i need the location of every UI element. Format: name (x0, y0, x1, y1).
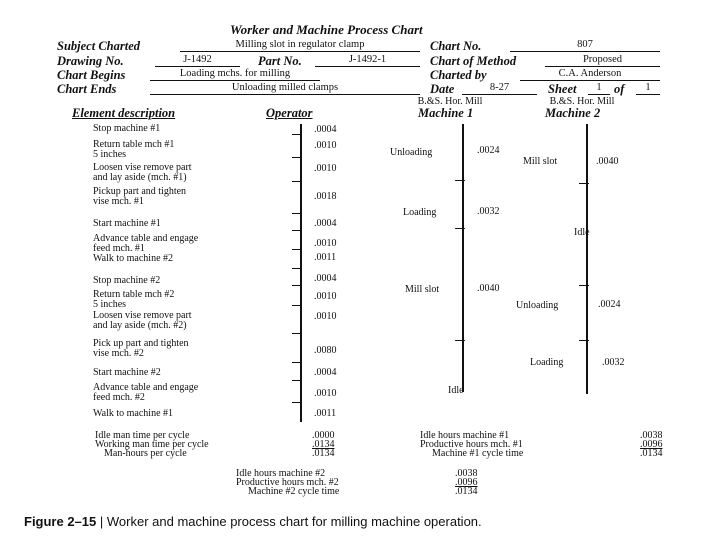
element-time: .0010 (314, 140, 337, 151)
machine1-tick (455, 180, 465, 181)
element-desc: Loosen vise remove part and lay aside (mch. #2) (93, 310, 192, 331)
machine2-activity-label: Loading (530, 357, 564, 368)
element-time: .0010 (314, 291, 337, 302)
figure-caption-text: | Worker and machine process chart for milling machine operation. (99, 514, 482, 529)
element-time: .0010 (314, 311, 337, 322)
summary-operator-label: Man-hours per cycle (104, 448, 187, 459)
element-time: .0011 (314, 252, 337, 263)
summary-m2-label: Idle hours machine #2 (236, 468, 326, 479)
element-desc: Return table mch #2 5 inches (93, 289, 175, 310)
element-time: .0004 (314, 367, 337, 378)
operator-tick (292, 249, 302, 250)
summary-m1-label: Idle hours machine #1 (420, 430, 510, 441)
element-time: .0080 (314, 345, 337, 356)
element-time: .0004 (314, 124, 337, 135)
chart-no-label: Chart No. (430, 39, 482, 53)
charted-by-value: C.A. Anderson (520, 68, 660, 81)
machine1-activity-label: Mill slot (405, 284, 440, 295)
summary-m1-label: Productive hours mch. #1 (420, 439, 523, 450)
of-label: of (614, 82, 625, 96)
operator-tick (292, 402, 302, 403)
element-time: .0018 (314, 191, 337, 202)
element-desc: Advance table and engage feed mch. #2 (93, 382, 199, 403)
operator-tick (292, 362, 302, 363)
machine2-tick (579, 183, 589, 184)
machine1-header: Machine 1 (418, 106, 474, 120)
ends-label: Chart Ends (57, 82, 117, 96)
sheet-label: Sheet (548, 82, 577, 96)
summary-operator-value: .0134 (312, 448, 335, 459)
machine1-activity-label: Unloading (390, 147, 433, 158)
machine1-subheader: B.&S. Hor. Mill (417, 96, 483, 107)
summary-operator-label: Working man time per cycle (95, 439, 209, 450)
element-desc: Loosen vise remove part and lay aside (mch. #1) (93, 162, 192, 183)
summary-m1-label: Machine #1 cycle time (432, 448, 524, 459)
element-desc: Start machine #2 (93, 367, 161, 378)
element-desc: Pickup part and tighten vise mch. #1 (93, 186, 187, 207)
chart-no-value: 807 (510, 39, 660, 52)
summary-m2-label: Machine #2 cycle time (248, 486, 340, 497)
summary-operator-label: Idle man time per cycle (95, 430, 190, 441)
operator-tick (292, 181, 302, 182)
ends-value: Unloading milled clamps (150, 82, 420, 95)
element-time: .0010 (314, 163, 337, 174)
part-label: Part No. (258, 54, 302, 68)
machine2-tick (579, 340, 589, 341)
date-value: 8-27 (462, 82, 537, 95)
summary-operator-value: .0000 (312, 430, 335, 441)
summary-m2-value: .0038 (455, 468, 478, 479)
machine1-activity-time: .0032 (477, 206, 500, 217)
machine2-header: Machine 2 (545, 106, 601, 120)
element-desc: Stop machine #2 (93, 275, 161, 286)
element-desc: Advance table and engage feed mch. #1 (93, 233, 199, 254)
element-time: .0004 (314, 273, 337, 284)
machine1-activity-time: .0040 (477, 283, 500, 294)
operator-tick (292, 157, 302, 158)
summary-operator-value: .0134 (312, 439, 335, 450)
machine2-time-line (586, 124, 588, 394)
operator-time-line (300, 124, 302, 422)
element-desc: Start machine #1 (93, 218, 161, 229)
machine1-tick (455, 340, 465, 341)
operator-tick (292, 230, 302, 231)
subject-label: Subject Charted (57, 39, 140, 53)
element-time: .0010 (314, 388, 337, 399)
machine2-activity-label: Unloading (516, 300, 559, 311)
operator-tick (292, 380, 302, 381)
chart-title: Worker and Machine Process Chart (230, 22, 423, 37)
summary-m2-label: Productive hours mch. #2 (236, 477, 339, 488)
machine2-subheader: B.&S. Hor. Mill (549, 96, 615, 107)
operator-header: Operator (266, 106, 313, 120)
machine2-activity-time: .0024 (598, 299, 621, 310)
summary-m1-value: .0134 (640, 448, 663, 459)
machine2-activity-label: Idle (574, 227, 590, 238)
operator-tick (292, 305, 302, 306)
machine1-activity-time: .0024 (477, 145, 500, 156)
subject-value: Milling slot in regulator clamp (180, 39, 420, 52)
element-time: .0010 (314, 238, 337, 249)
operator-tick (292, 134, 302, 135)
machine2-activity-label: Mill slot (523, 156, 558, 167)
machine2-activity-time: .0040 (596, 156, 619, 167)
of-value: 1 (636, 82, 660, 95)
begins-label: Chart Begins (57, 68, 126, 82)
element-time: .0011 (314, 408, 337, 419)
element-desc: Return table mch #1 5 inches (93, 139, 175, 160)
charted-by-label: Charted by (430, 68, 487, 82)
begins-value: Loading mchs. for milling (150, 68, 320, 81)
machine2-tick (579, 285, 589, 286)
element-desc: Pick up part and tighten vise mch. #2 (93, 338, 189, 359)
operator-tick (292, 333, 302, 334)
machine2-activity-time: .0032 (602, 357, 625, 368)
summary-m2-value: .0096 (455, 477, 478, 488)
machine1-activity-label: Loading (403, 207, 437, 218)
operator-tick (292, 285, 302, 286)
method-value: Proposed (545, 54, 660, 67)
element-description-header: Element description (72, 106, 176, 120)
drawing-value: J-1492 (155, 54, 240, 67)
machine1-activity-label: Idle (448, 385, 464, 396)
figure-caption (24, 514, 482, 529)
operator-tick (292, 268, 302, 269)
method-label: Chart of Method (430, 54, 517, 68)
part-value: J-1492-1 (315, 54, 420, 67)
summary-m1-value: .0038 (640, 430, 663, 441)
summary-m2-value: .0134 (455, 486, 478, 497)
machine1-tick (455, 228, 465, 229)
sheet-value: 1 (588, 82, 610, 95)
element-desc: Stop machine #1 (93, 123, 161, 134)
machine1-time-line (462, 124, 464, 392)
drawing-label: Drawing No. (57, 54, 124, 68)
operator-tick (292, 213, 302, 214)
element-desc: Walk to machine #1 (93, 408, 174, 419)
element-time: .0004 (314, 218, 337, 229)
date-label: Date (430, 82, 455, 96)
summary-m1-value: .0096 (640, 439, 663, 450)
element-desc: Walk to machine #2 (93, 253, 174, 264)
figure-number: Figure 2–15 (24, 514, 97, 529)
